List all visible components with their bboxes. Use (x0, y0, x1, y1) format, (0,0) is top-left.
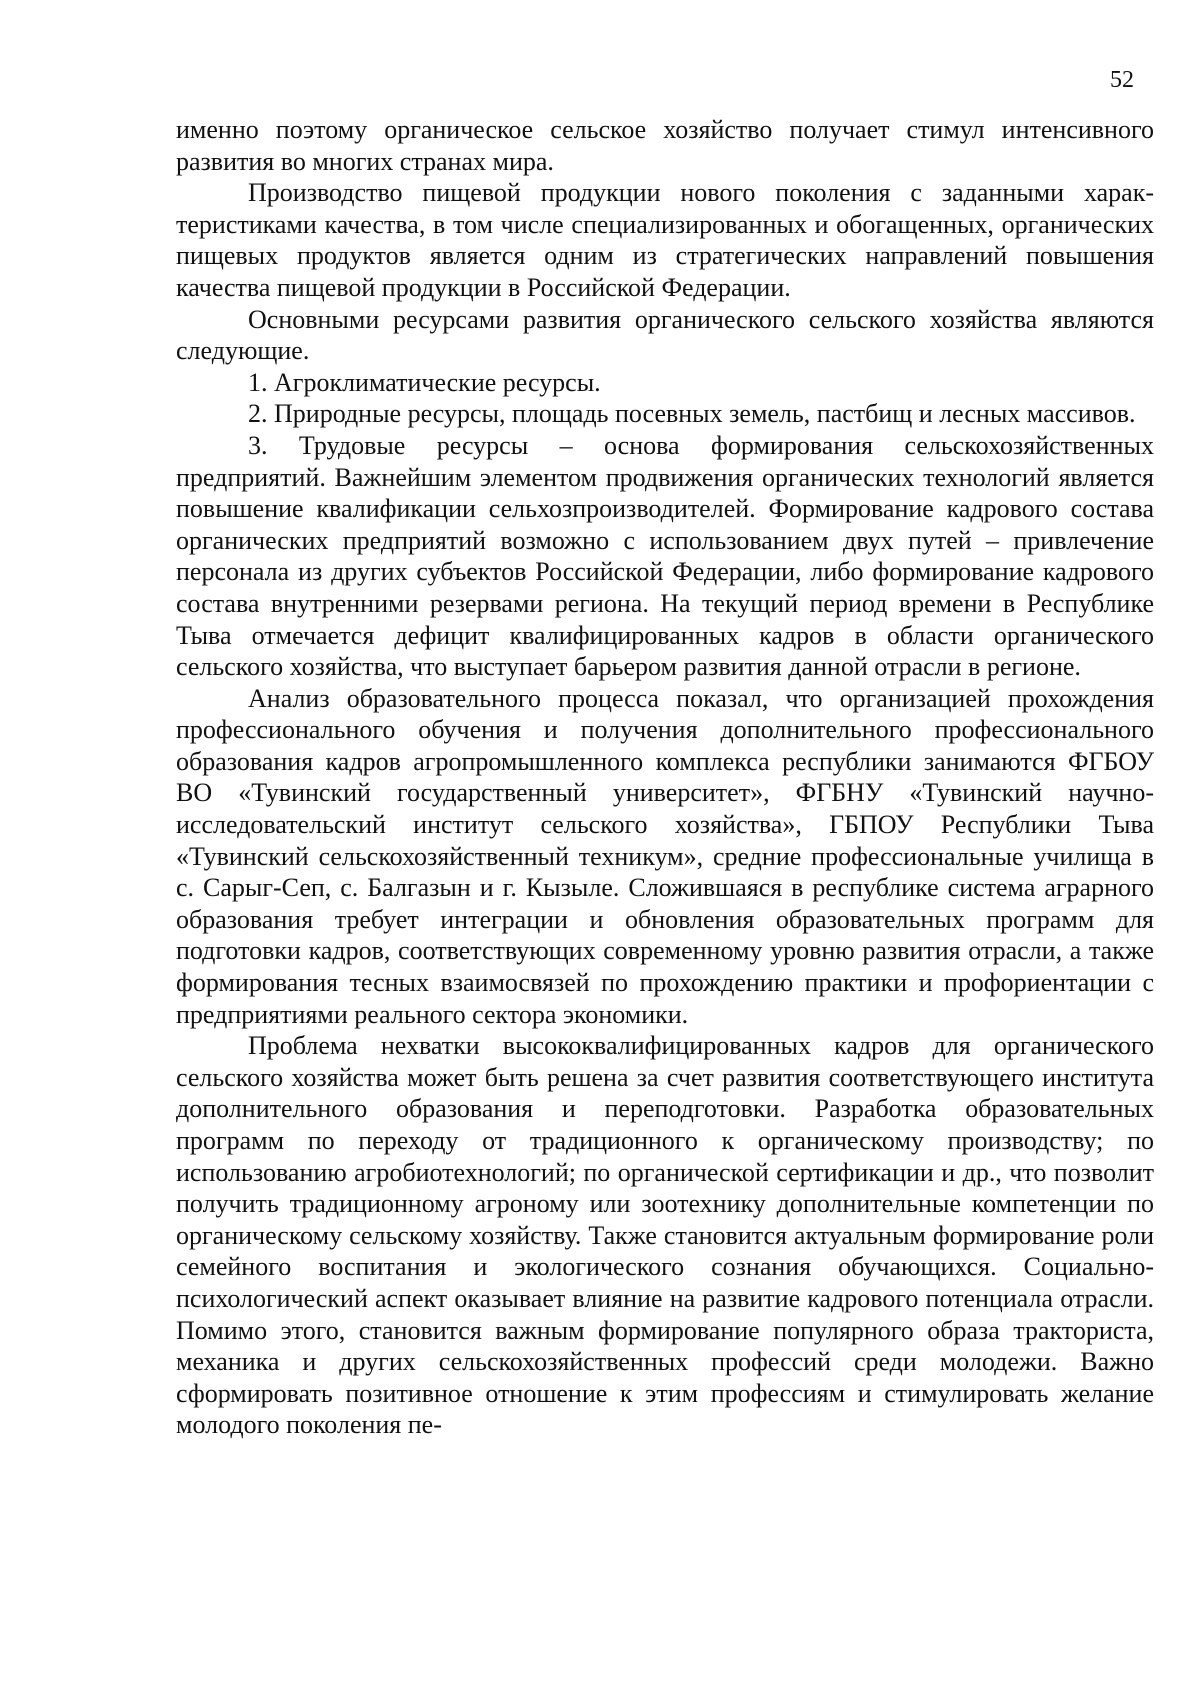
list-item: 3. Трудовые ресурсы – основа формирования сельскохозяйственных предприятий. Важнейшим элементом продвижения органических технологий является повышение квалификации сельхозпроизводителей. Формирование кадрового состава органических предприятий возможно с использованием двух путей – привлечение персонала из других субъектов Российской Федерации, либо формирование кадрового состава внутренними резервами региона. На текущий период времени в Республике Тыва отмечается дефицит квалифицированных кадров в области органического сельского хозяйства, что выступает барьером развития данной отрасли в регионе. (176, 430, 1154, 682)
page-number: 52 (1110, 67, 1134, 93)
list-item: 2. Природные ресурсы, площадь посевных земель, пастбищ и лесных массивов. (248, 399, 1136, 429)
list-item: 1. Агроклиматические ресурсы. (248, 367, 601, 397)
paragraph: Проблема нехватки высококвалифицированных кадров для органического сельского хозяйства может быть решена за счет развития соответствующего института дополнительного образования и переподготовки. Разработка образовательных программ по переходу от традиционного к органическому производству; по использованию агробиотехнологий; по органической сертификации и др., что позволит получить традиционному агроному или зоотехнику дополнительные компетенции по органическому сельскому хозяйству. Также становится актуальным формирование роли семейного воспитания и экологического сознания обучающихся. Социально-психологический аспект оказывает влияние на развитие кадрового потенциала отрасли. Помимо этого, становится важным формирование популярного образа тракториста, механика и других сельскохозяйственных профессий среди молодежи. Важно сформировать позитивное отношение к этим профессиям и стимулировать желание молодого поколения пе- (176, 1031, 1154, 1440)
paragraph: Основными ресурсами развития органического сельского хозяйства являются следующие. (176, 304, 1154, 366)
paragraph: Анализ образовательного процесса показал, что организацией прохождения профессионального обучения и получения дополнительного профессионального образования кадров агропромышленного комплекса республики занимаются ФГБОУ ВО «Тувинский государственный университет», ФГБНУ «Тувинский научно-исследовательский институт сельского хозяйства», ГБПОУ Республики Тыва «Тувинский сельскохозяйственный техникум», средние профессиональные училища в с. Сарыг-Сеп, с. Балгазын и г. Кызыле. Сложившаяся в республике система аграрного образования требует интеграции и обновления образовательных программ для подготовки кадров, соответствующих современному уровню развития отрасли, а также формирования тесных взаимосвязей по прохождению практики и профориентации с предприятиями реального сектора экономики. (176, 683, 1154, 1029)
body-text (176, 114, 1154, 1441)
paragraph: Производство пищевой продукции нового поколения с заданными характеристиками качества, в том числе специализированных и обогащенных, органических пищевых продуктов является одним из стратегических направлений повышения качества пищевой продукции в Российской Федерации. (176, 178, 1154, 302)
paragraph: именно поэтому органическое сельское хозяйство получает стимул интенсивного развития во многих странах мира. (176, 115, 1154, 176)
